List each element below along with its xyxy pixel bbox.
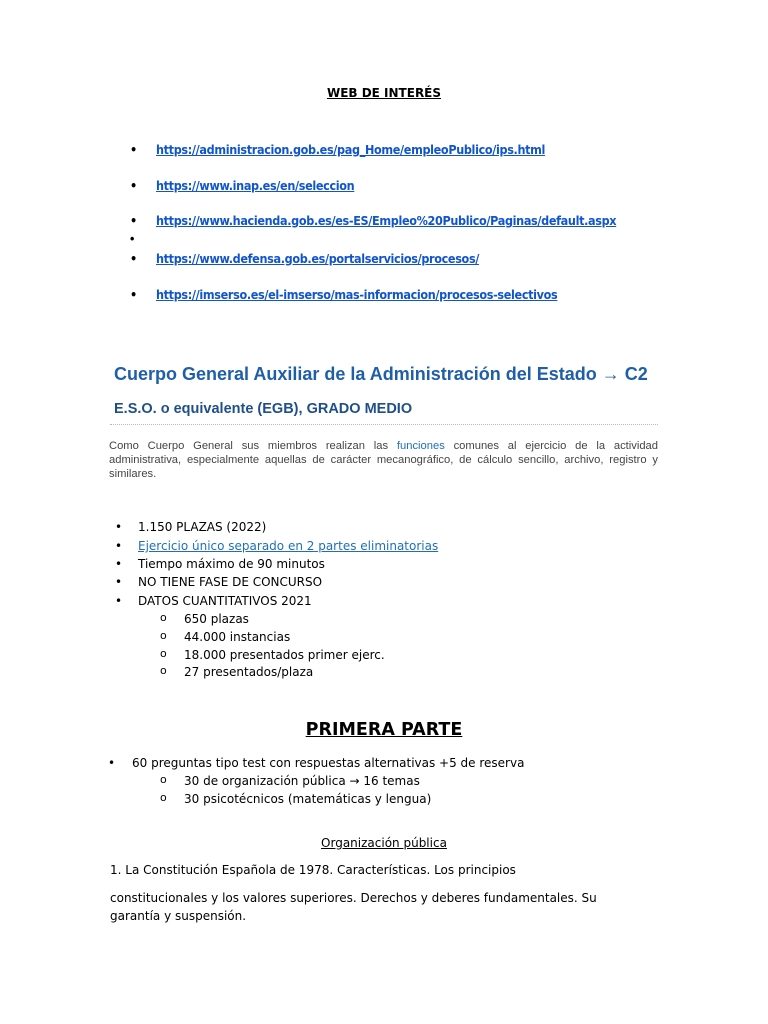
link-item-hacienda xyxy=(130,213,616,228)
organizacion-publica-heading: Organización pública xyxy=(321,836,447,850)
sub-bullet: o xyxy=(160,611,167,624)
section-title: Cuerpo General Auxiliar de la Administración del Estado → C2 xyxy=(114,364,648,384)
fact-text: Tiempo máximo de 90 minutos xyxy=(138,557,325,571)
subfact-text: 27 presentados/plaza xyxy=(184,665,314,679)
sub-bullet: o xyxy=(160,629,167,642)
fact-item-link[interactable] xyxy=(115,539,438,553)
funciones-link[interactable]: funciones xyxy=(396,440,445,452)
desc-text-rest: comunes al ejercicio de la actividad administrativa, especialmente aquellas de carácter mecanográfico, de cálculo sencillo, archivo, registro y similares. xyxy=(109,440,659,480)
fact-item xyxy=(115,557,325,571)
desc-text: Como Cuerpo General sus miembros realizan las xyxy=(109,440,397,452)
fact-text: DATOS CUANTITATIVOS 2021 xyxy=(138,594,312,608)
fact-link-text[interactable]: Ejercicio único separado en 2 partes eliminatorias xyxy=(138,539,439,553)
subfact-item xyxy=(160,612,249,626)
section-description xyxy=(109,440,658,481)
bullet: • xyxy=(130,287,137,302)
question-sub-text: 30 psicotécnicos (matemáticas y lengua) xyxy=(184,792,432,806)
section-subtitle: E.S.O. o equivalente (EGB), GRADO MEDIO xyxy=(114,401,413,417)
primera-parte-heading: PRIMERA PARTE xyxy=(305,720,463,740)
link-item-defensa xyxy=(130,251,479,266)
link-imserso[interactable]: https://imserso.es/el-imserso/mas-informacion/procesos-selectivos xyxy=(156,287,558,302)
empty-bullet: • xyxy=(130,232,135,246)
subfact-text: 44.000 instancias xyxy=(184,630,291,644)
bullet: • xyxy=(115,557,123,571)
subfact-item xyxy=(160,630,290,644)
bullet: • xyxy=(130,251,137,266)
bullet: • xyxy=(115,539,123,553)
sub-bullet: o xyxy=(160,791,167,804)
link-administracion[interactable]: https://administracion.gob.es/pag_Home/empleoPublico/ips.html xyxy=(156,142,546,157)
subfact-item xyxy=(160,648,385,662)
fact-text: NO TIENE FASE DE CONCURSO xyxy=(138,575,323,589)
questions-item xyxy=(108,756,524,770)
sub-bullet: o xyxy=(160,664,167,677)
bullet: • xyxy=(130,142,137,157)
fact-text: 1.150 PLAZAS (2022) xyxy=(138,520,267,534)
bullet: • xyxy=(115,520,123,534)
fact-item xyxy=(115,520,266,534)
sub-bullet: o xyxy=(160,773,167,786)
link-hacienda[interactable]: https://www.hacienda.gob.es/es-ES/Empleo%20Publico/Paginas/default.aspx xyxy=(156,213,617,228)
fact-item xyxy=(115,575,322,589)
link-defensa[interactable]: https://www.defensa.gob.es/portalservicios/procesos/ xyxy=(156,251,480,266)
web-interest-heading: WEB DE INTERÉS xyxy=(326,86,442,100)
link-item-inap xyxy=(130,178,354,193)
subfact-text: 650 plazas xyxy=(184,612,249,626)
bullet: • xyxy=(115,594,123,608)
link-item-imserso xyxy=(130,287,557,302)
bullet: • xyxy=(130,178,137,193)
fact-item xyxy=(115,594,312,608)
topic-1-line-2: constitucionales y los valores superiores. Derechos y deberes fundamentales. Su garantía y suspensión. xyxy=(110,891,597,923)
question-sub-text: 30 de organización pública → 16 temas xyxy=(184,774,420,788)
sub-bullet: o xyxy=(160,647,167,660)
subfact-item xyxy=(160,665,313,679)
bullet: • xyxy=(115,575,123,589)
subfact-text: 18.000 presentados primer ejerc. xyxy=(184,648,385,662)
link-inap[interactable]: https://www.inap.es/en/seleccion xyxy=(156,178,355,193)
topic-1-line-1: 1. La Constitución Española de 1978. Características. Los principios xyxy=(110,863,516,877)
bullet: • xyxy=(130,213,137,228)
link-item-administracion xyxy=(130,142,545,157)
question-sub-item xyxy=(160,774,420,788)
dotted-divider xyxy=(110,424,658,425)
questions-text: 60 preguntas tipo test con respuestas alternativas +5 de reserva xyxy=(132,756,525,770)
bullet: • xyxy=(108,756,116,770)
question-sub-item xyxy=(160,792,431,806)
